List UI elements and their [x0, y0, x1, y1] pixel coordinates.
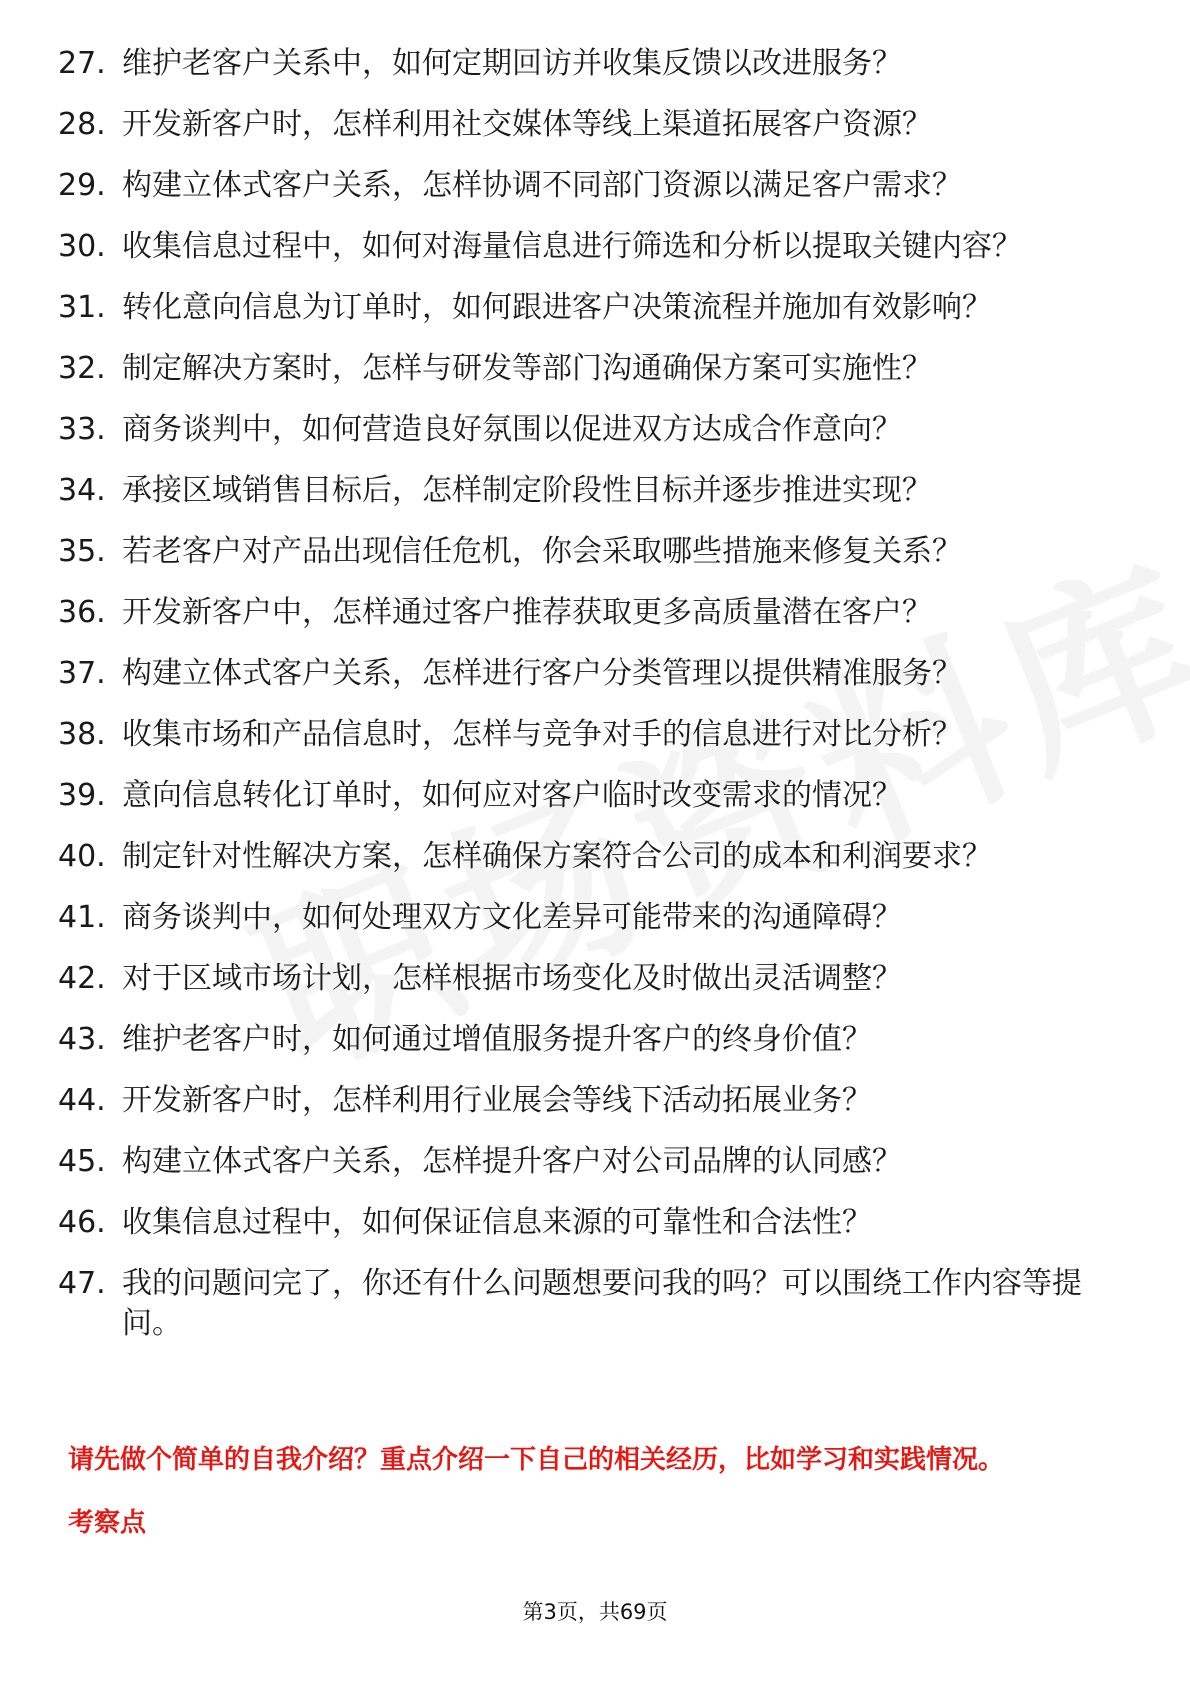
question-number: 37. — [58, 656, 106, 691]
question-number: 30. — [58, 229, 106, 264]
question-text: 收集市场和产品信息时，怎样与竞争对手的信息进行对比分析？ — [122, 717, 962, 752]
list-item — [58, 105, 1108, 145]
question-text: 对于区域市场计划，怎样根据市场变化及时做出灵活调整？ — [122, 961, 902, 996]
question-number: 43. — [58, 1022, 106, 1057]
question-number: 41. — [58, 900, 106, 935]
question-text: 收集信息过程中，如何对海量信息进行筛选和分析以提取关键内容？ — [122, 229, 1022, 264]
question-number: 27. — [58, 46, 106, 81]
question-text: 开发新客户中，怎样通过客户推荐获取更多高质量潜在客户？ — [122, 595, 932, 630]
question-number: 32. — [58, 351, 106, 386]
list-item — [58, 349, 1108, 389]
list-item — [58, 959, 1108, 999]
question-text: 开发新客户时，怎样利用行业展会等线下活动拓展业务？ — [122, 1083, 872, 1118]
question-text: 意向信息转化订单时，如何应对客户临时改变需求的情况？ — [122, 778, 902, 813]
list-item — [58, 1142, 1108, 1182]
question-number: 42. — [58, 961, 106, 996]
question-text: 构建立体式客户关系，怎样进行客户分类管理以提供精准服务？ — [122, 656, 962, 691]
question-number: 40. — [58, 839, 106, 874]
question-number: 28. — [58, 107, 106, 142]
question-number: 47. — [58, 1266, 106, 1301]
question-number: 34. — [58, 473, 106, 508]
list-item — [58, 837, 1108, 877]
list-item — [58, 227, 1108, 267]
list-item — [58, 1264, 1108, 1344]
question-text: 收集信息过程中，如何保证信息来源的可靠性和合法性？ — [122, 1205, 872, 1240]
question-text: 构建立体式客户关系，怎样提升客户对公司品牌的认同感？ — [122, 1144, 902, 1179]
question-number: 46. — [58, 1205, 106, 1240]
question-text: 商务谈判中，如何营造良好氛围以促进双方达成合作意向？ — [122, 412, 902, 447]
list-item — [58, 1081, 1108, 1121]
question-text: 制定针对性解决方案，怎样确保方案符合公司的成本和利润要求？ — [122, 839, 992, 874]
question-number: 33. — [58, 412, 106, 447]
list-item — [58, 471, 1108, 511]
question-number: 29. — [58, 168, 106, 203]
list-item — [58, 654, 1108, 694]
question-text: 构建立体式客户关系，怎样协调不同部门资源以满足客户需求？ — [122, 168, 962, 203]
question-number: 39. — [58, 778, 106, 813]
question-text: 转化意向信息为订单时，如何跟进客户决策流程并施加有效影响？ — [122, 290, 992, 325]
question-text: 维护老客户时，如何通过增值服务提升客户的终身价值？ — [122, 1022, 872, 1057]
question-text: 开发新客户时，怎样利用社交媒体等线上渠道拓展客户资源？ — [122, 107, 932, 142]
list-item — [58, 166, 1108, 206]
question-text: 若老客户对产品出现信任危机，你会采取哪些措施来修复关系？ — [122, 534, 962, 569]
list-item — [58, 288, 1108, 328]
question-text: 商务谈判中，如何处理双方文化差异可能带来的沟通障碍？ — [122, 900, 902, 935]
question-text: 我的问题问完了，你还有什么问题想要问我的吗？可以围绕工作内容等提问。 — [122, 1266, 1082, 1341]
question-number: 44. — [58, 1083, 106, 1118]
list-item — [58, 1020, 1108, 1060]
list-item — [58, 532, 1108, 572]
intro-question-heading: 请先做个简单的自我介绍？重点介绍一下自己的相关经历，比如学习和实践情况。 — [68, 1445, 1005, 1475]
list-item — [58, 1203, 1108, 1243]
list-item — [58, 898, 1108, 938]
section-label: 考察点 — [68, 1508, 147, 1538]
question-list — [58, 44, 1108, 1365]
question-number: 45. — [58, 1144, 106, 1179]
question-number: 35. — [58, 534, 106, 569]
question-text: 制定解决方案时，怎样与研发等部门沟通确保方案可实施性？ — [122, 351, 932, 386]
question-number: 38. — [58, 717, 106, 752]
question-number: 36. — [58, 595, 106, 630]
page-number: 第3页，共69页 — [522, 1600, 668, 1624]
list-item — [58, 715, 1108, 755]
list-item — [58, 776, 1108, 816]
list-item — [58, 410, 1108, 450]
question-text: 维护老客户关系中，如何定期回访并收集反馈以改进服务？ — [122, 46, 902, 81]
list-item — [58, 593, 1108, 633]
list-item — [58, 44, 1108, 84]
question-text: 承接区域销售目标后，怎样制定阶段性目标并逐步推进实现？ — [122, 473, 932, 508]
question-number: 31. — [58, 290, 106, 325]
